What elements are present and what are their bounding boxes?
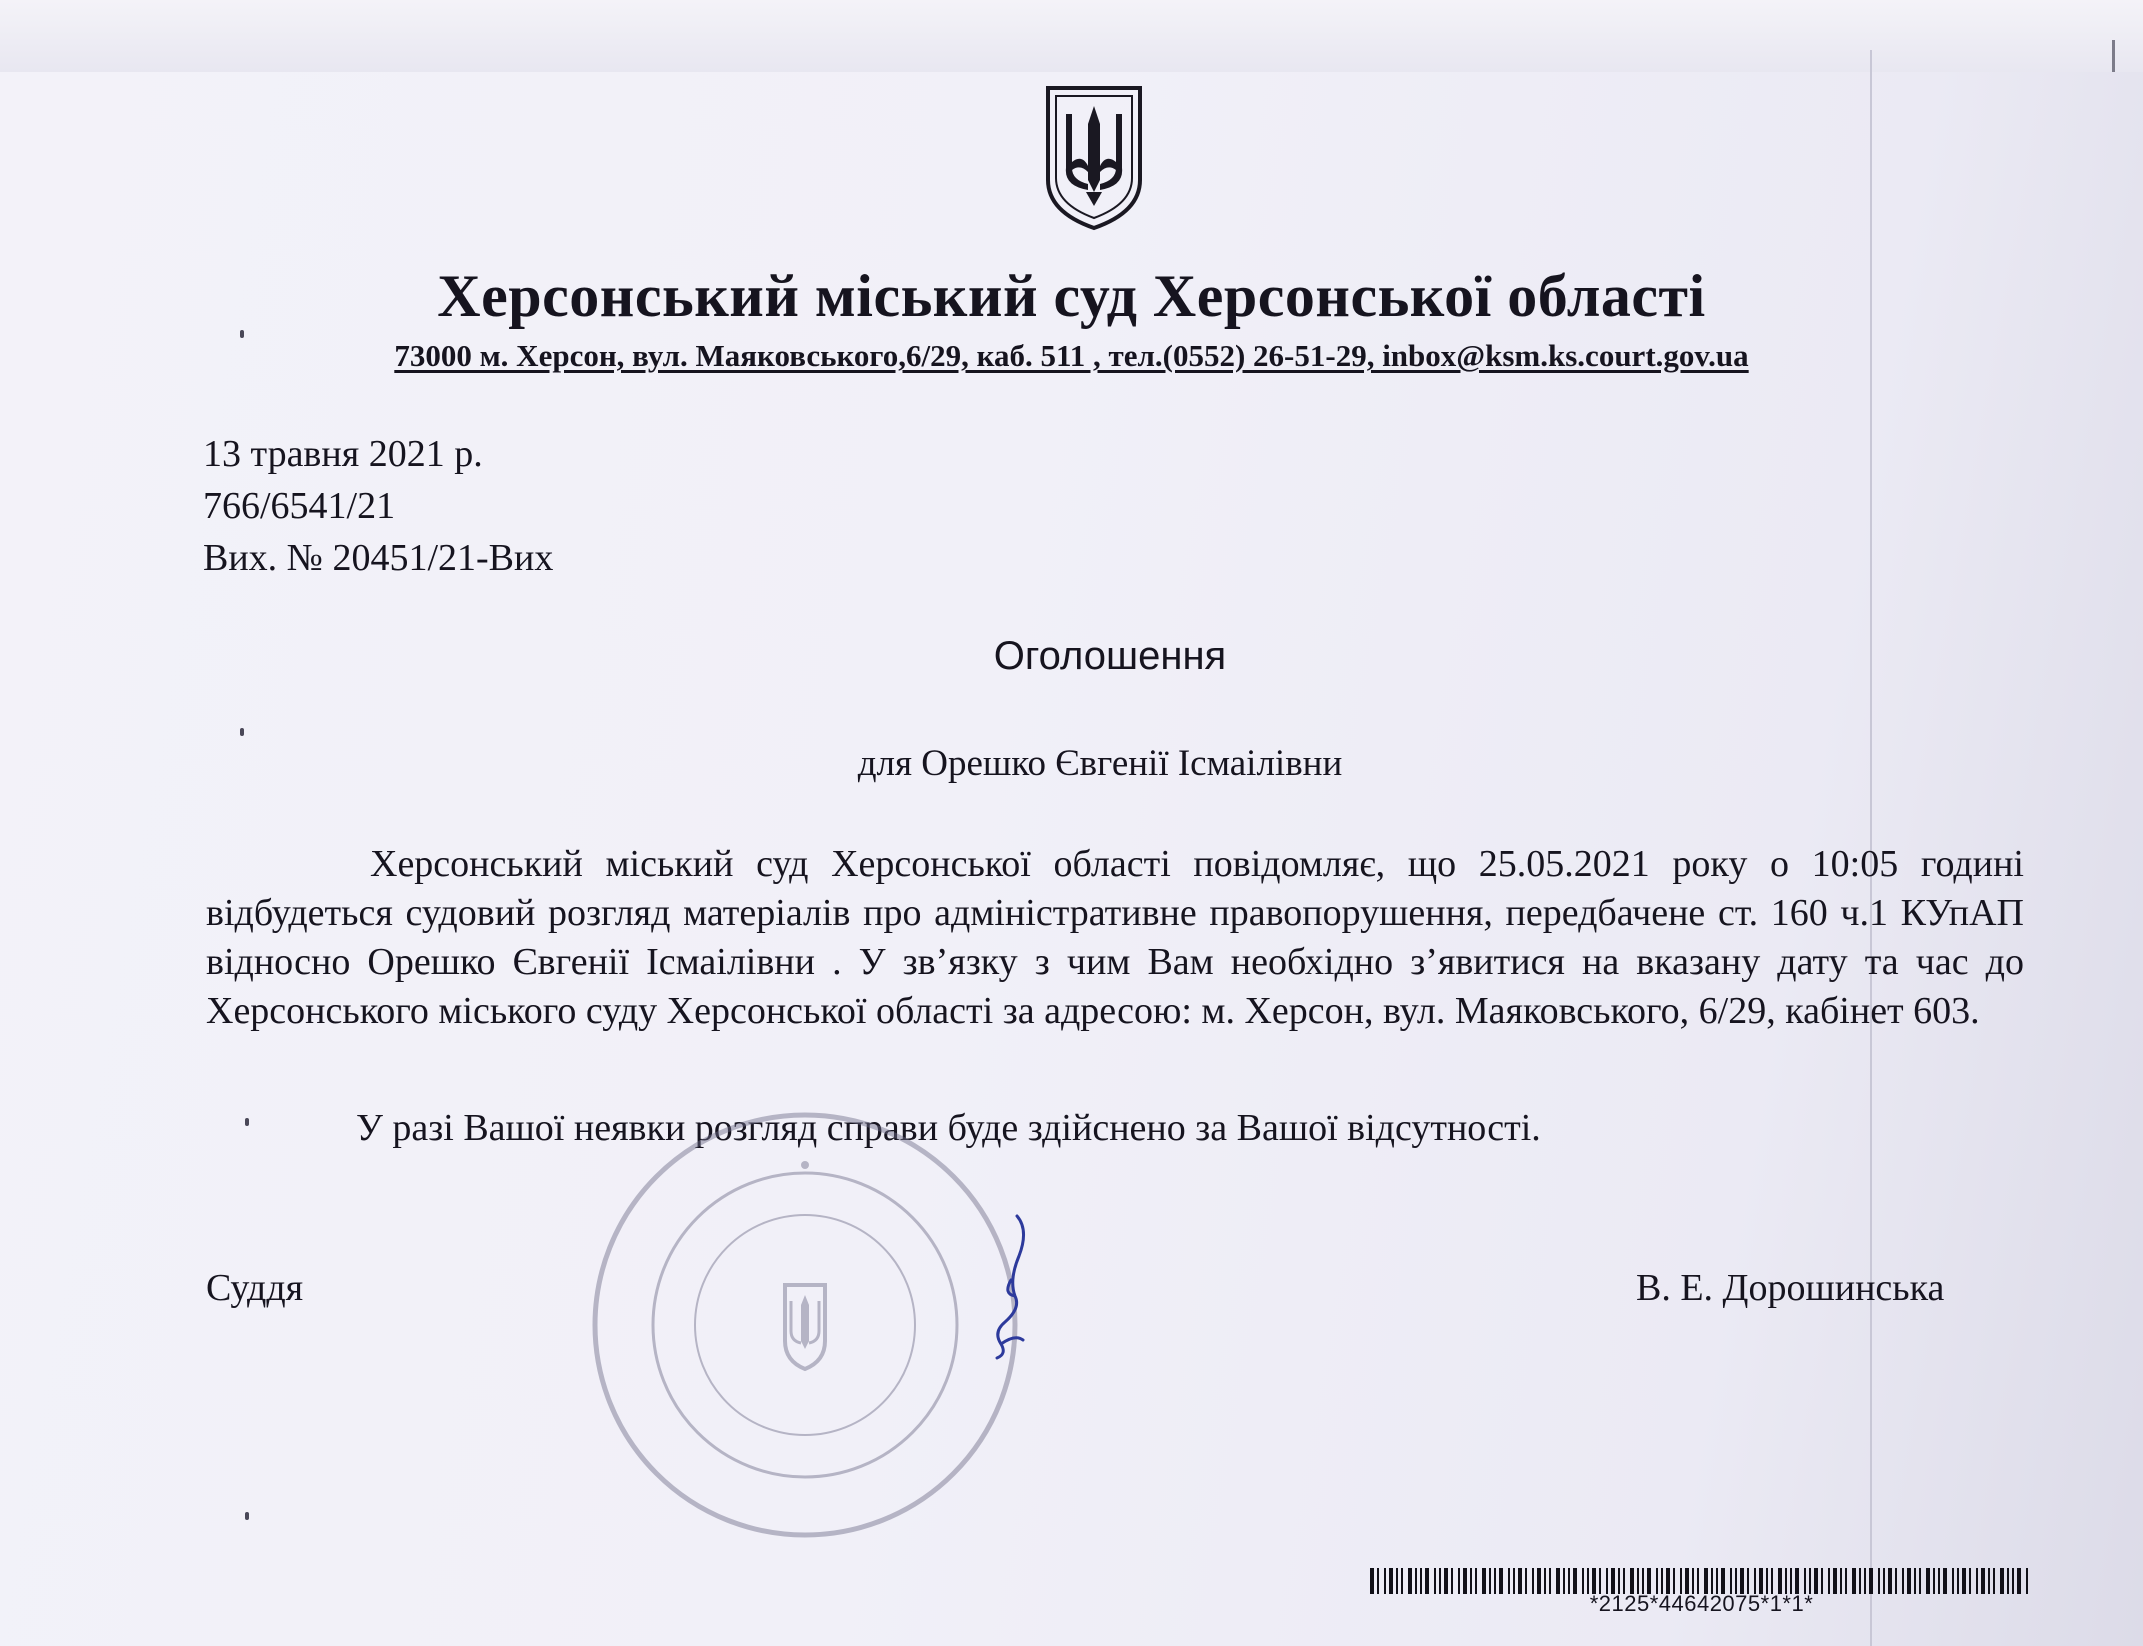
margin-mark <box>245 1512 249 1520</box>
court-address-line: 73000 м. Херсон, вул. Маяковського,6/29, каб. 511 , тел.(0552) 26-51-29, inbox@ksm.ks.court.gov.ua <box>394 338 1749 373</box>
trident-coat-of-arms-icon <box>1042 84 1146 232</box>
document-date: 13 травня 2021 р. <box>203 433 483 475</box>
margin-mark <box>240 330 244 338</box>
judge-role-label: Суддя <box>206 1267 304 1309</box>
notice-body <box>206 840 2024 1036</box>
notice-body-paragraph: Херсонський міський суд Херсонської області повідомляє, що 25.05.2021 року о 10:05 годині відбудеться судовий розгляд матеріалів про адміністративне правопорушення, передбачене ст. 160 ч.1 КУпАП відносно Орешко Євгенії Ісмаілівни . У зв’язку з чим Вам необхідно з’явитися на вказану дату та час до Херсонського міського суду Херсонської області за адресою: м. Херсон, вул. Маяковського, 6/29, кабінет 603. <box>206 843 2024 1032</box>
margin-mark <box>245 1118 249 1126</box>
document-meta <box>203 428 553 584</box>
underlying-sheet-edge <box>0 0 2143 80</box>
handwritten-signature <box>985 1210 1035 1360</box>
barcode-text: *2125*44642075*1*1* <box>1589 1591 1814 1616</box>
notice-recipient: для Орешко Євгенії Ісмаілівни <box>857 743 1343 784</box>
outgoing-number: Вих. № 20451/21-Вих <box>203 537 554 579</box>
notice-heading: Оголошення <box>993 634 1227 678</box>
court-name-title: Херсонський міський суд Херсонської області <box>437 263 1706 329</box>
judge-name: В. Е. Дорошинська <box>1636 1267 1945 1309</box>
court-seal-stamp <box>585 1105 1025 1545</box>
case-number: 766/6541/21 <box>203 485 396 527</box>
margin-mark <box>240 728 244 736</box>
notice-closing: У разі Вашої неявки розгляд справи буде здійснено за Вашої відсутності. <box>356 1107 1541 1149</box>
